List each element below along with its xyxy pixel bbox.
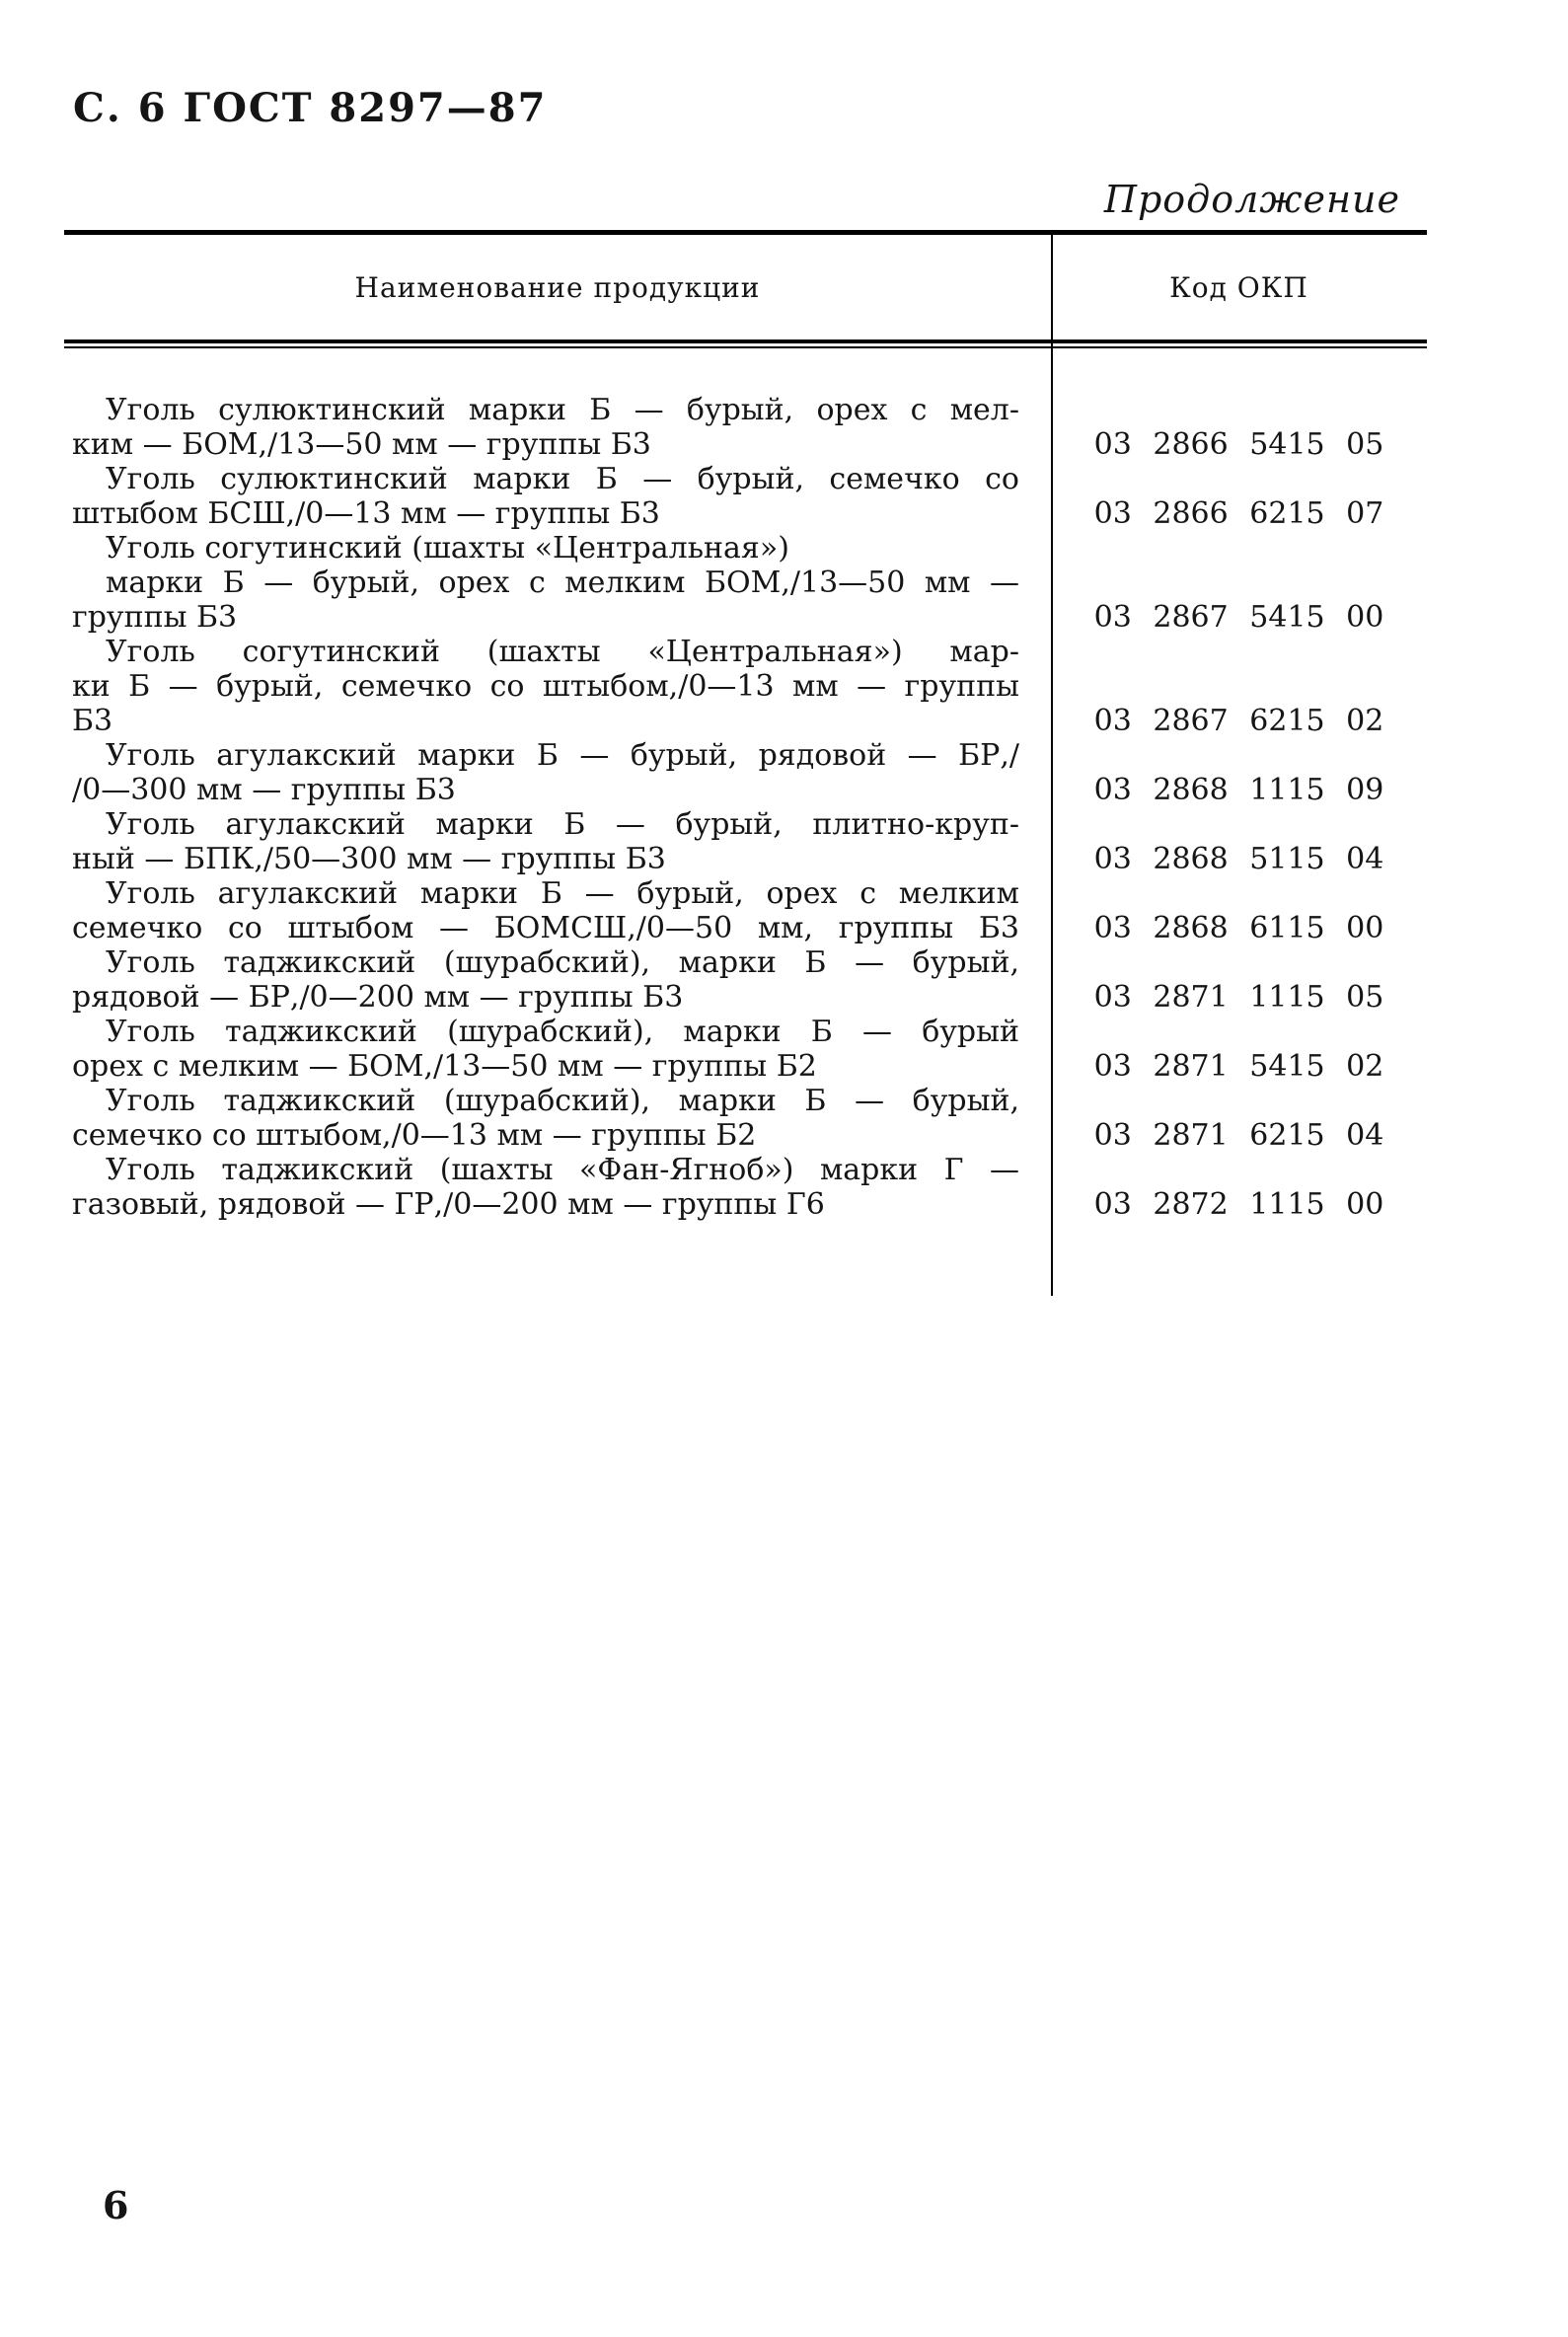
okp-code: 03 2872 1115 00: [1093, 1187, 1384, 1222]
okp-code: 03 2866 5415 05: [1093, 427, 1384, 462]
product-name-cell: [64, 738, 1051, 807]
product-name-line: группы Б3: [72, 600, 238, 635]
product-name-line: газовый, рядовой — ГР,/0—200 мм — группы Г6: [72, 1187, 825, 1222]
product-name-line: Уголь таджикский (шурабский), марки Б — бурый,: [106, 945, 1019, 980]
okp-table: [64, 230, 1427, 1222]
page-number: 6: [103, 2183, 129, 2227]
column-header-product-name: Наименование продукции: [354, 270, 761, 304]
table-row: [64, 1015, 1427, 1084]
okp-code: 03 2867 6215 02: [1093, 704, 1384, 738]
product-name-line: Уголь таджикский (шахты «Фан-Ягноб») марки Г —: [106, 1153, 1019, 1187]
product-name-line: /0—300 мм — группы Б3: [72, 773, 456, 807]
product-name-line: Уголь согутинский (шахты «Центральная») мар-: [106, 635, 1019, 669]
product-name-cell: [64, 531, 1051, 635]
product-name-cell: [64, 1084, 1051, 1153]
document-header: С. 6 ГОСТ 8297—87: [73, 85, 548, 131]
product-name-cell: [64, 1015, 1051, 1084]
okp-code: 03 2871 5415 02: [1093, 1049, 1384, 1084]
okp-code: 03 2867 5415 00: [1093, 600, 1384, 635]
table-row: [64, 531, 1427, 635]
table-row: [64, 807, 1427, 876]
table-header-double-rule: [64, 339, 1427, 348]
table-row: [64, 393, 1427, 462]
product-name-line: Уголь согутинский (шахты «Центральная»): [106, 531, 789, 565]
okp-code: 03 2868 5115 04: [1093, 842, 1384, 876]
okp-code: 03 2871 6215 04: [1093, 1118, 1384, 1153]
product-name-line: штыбом БСШ,/0—13 мм — группы Б3: [72, 496, 660, 531]
product-name-cell: [64, 393, 1051, 462]
table-row: [64, 462, 1427, 531]
continuation-label: Продолжение: [1103, 178, 1400, 221]
table-row: [64, 738, 1427, 807]
table-row: [64, 635, 1427, 738]
column-header-okp-code: Код ОКП: [1169, 270, 1308, 304]
product-name-cell: [64, 945, 1051, 1015]
product-name-line: Уголь таджикский (шурабский), марки Б — бурый: [106, 1015, 1019, 1049]
table-row: [64, 876, 1427, 945]
okp-code: 03 2871 1115 05: [1093, 980, 1384, 1015]
product-name-line: ки Б — бурый, семечко со штыбом,/0—13 мм — группы: [72, 669, 1019, 704]
product-name-line: марки Б — бурый, орех с мелким БОМ,/13—50 мм —: [106, 565, 1019, 600]
product-name-line: семечко со штыбом,/0—13 мм — группы Б2: [72, 1118, 757, 1153]
okp-code: 03 2868 1115 09: [1093, 773, 1384, 807]
product-name-cell: [64, 807, 1051, 876]
product-name-cell: [64, 1153, 1051, 1222]
product-name-line: Уголь агулакский марки Б — бурый, плитно-круп-: [106, 807, 1019, 842]
table-row: [64, 945, 1427, 1015]
product-name-line: Уголь сулюктинский марки Б — бурый, орех с мел-: [106, 393, 1019, 427]
product-name-line: Уголь агулакский марки Б — бурый, рядовой — БР,/: [106, 738, 1019, 773]
product-name-cell: [64, 462, 1051, 531]
column-divider: [1051, 233, 1053, 1296]
product-name-line: ким — БОМ,/13—50 мм — группы Б3: [72, 427, 651, 462]
product-name-line: рядовой — БР,/0—200 мм — группы Б3: [72, 980, 684, 1015]
product-name-line: семечко со штыбом — БОМСШ,/0—50 мм, группы Б3: [72, 911, 1019, 945]
product-name-line: орех с мелким — БОМ,/13—50 мм — группы Б2: [72, 1049, 817, 1084]
table-body: [64, 348, 1427, 1222]
okp-code: 03 2866 6215 07: [1093, 496, 1384, 531]
product-name-line: ный — БПК,/50—300 мм — группы Б3: [72, 842, 666, 876]
okp-code: 03 2868 6115 00: [1093, 911, 1384, 945]
product-name-line: Уголь агулакский марки Б — бурый, орех с мелким: [106, 876, 1019, 911]
product-name-line: Уголь таджикский (шурабский), марки Б — бурый,: [106, 1084, 1019, 1118]
product-name-line: Б3: [72, 704, 113, 738]
table-header-row: [64, 235, 1427, 339]
product-name-line: Уголь сулюктинский марки Б — бурый, семечко со: [106, 462, 1019, 496]
table-row: [64, 1084, 1427, 1153]
product-name-cell: [64, 876, 1051, 945]
product-name-cell: [64, 635, 1051, 738]
table-row: [64, 1153, 1427, 1222]
